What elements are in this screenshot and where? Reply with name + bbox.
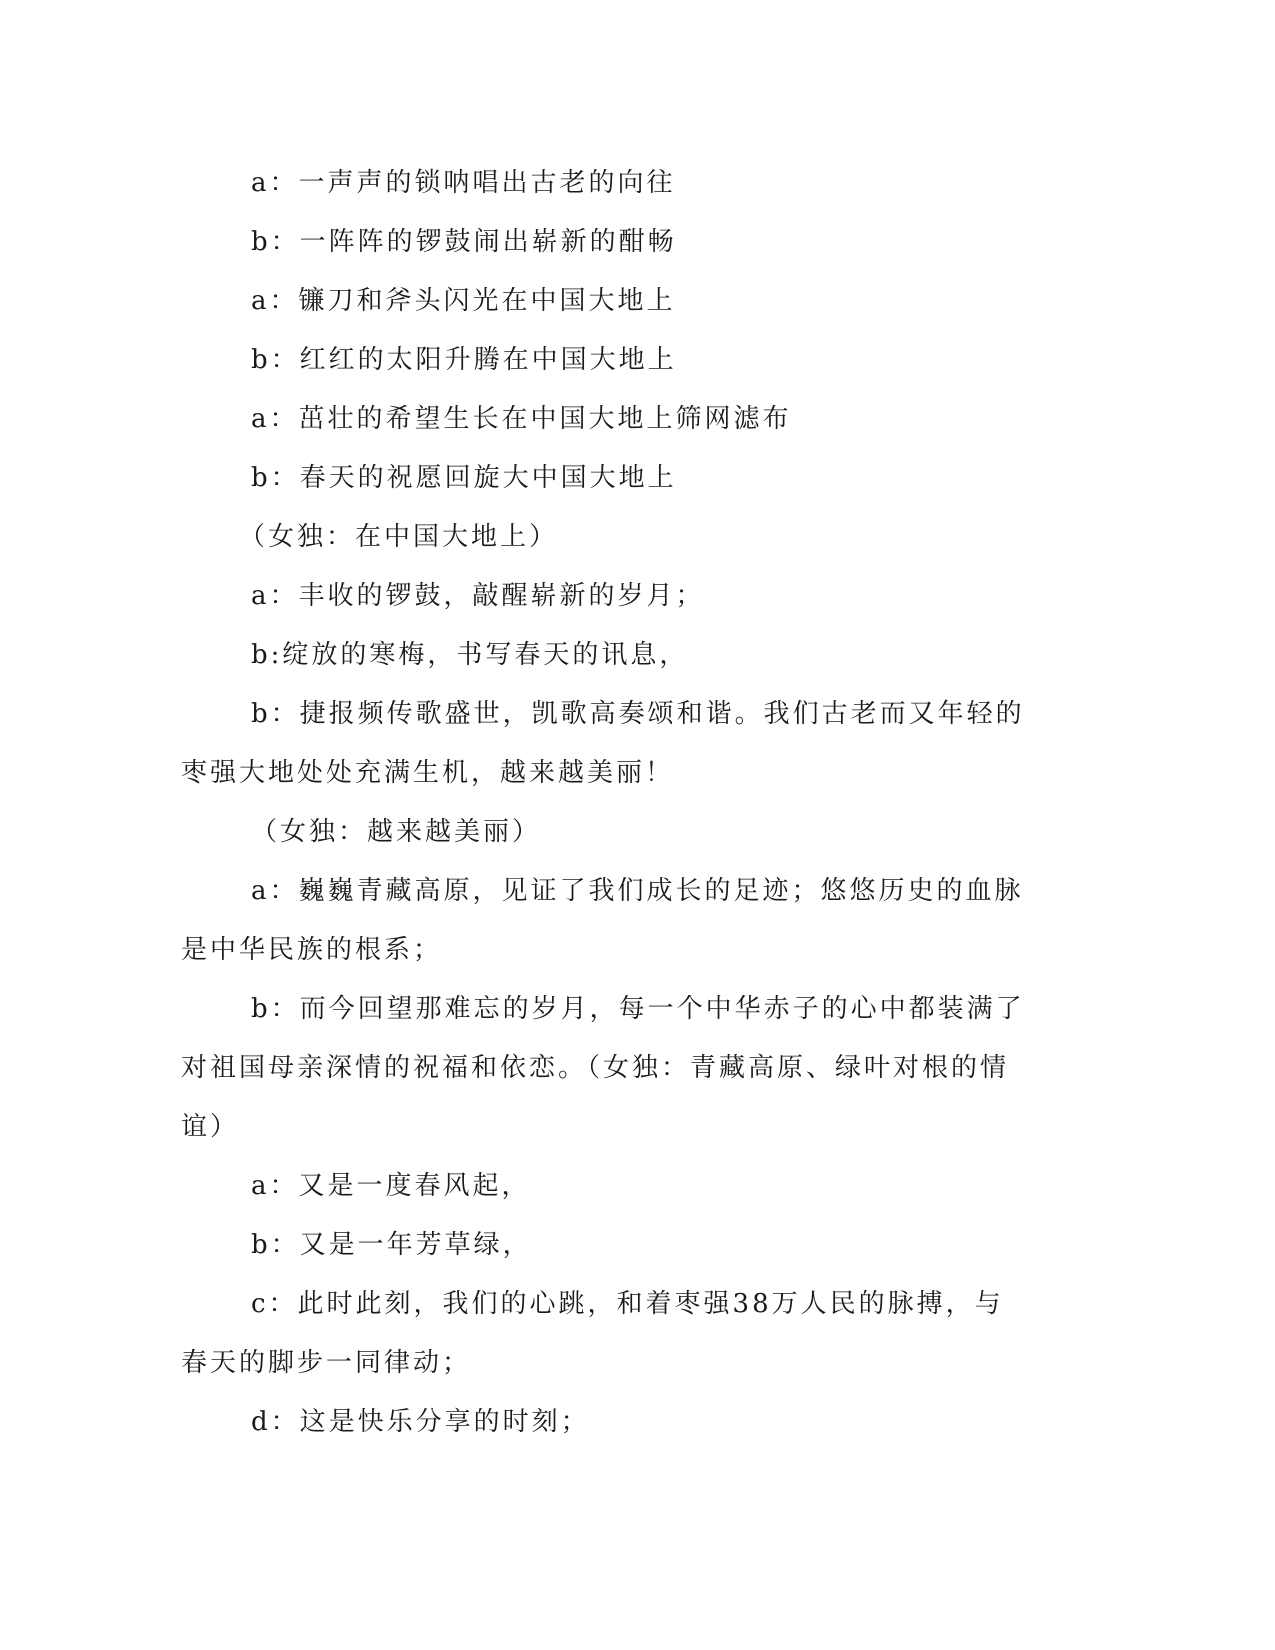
paragraph: b：又是一年芳草绿，	[251, 1230, 532, 1260]
paragraph: b：捷报频传歌盛世，凯歌高奏颂和谐。我们古老而又年轻的枣强大地处处充满生机，越来越美丽！	[181, 699, 1025, 788]
paragraph: b：春天的祝愿回旋大中国大地上	[251, 463, 677, 493]
paragraph: b：一阵阵的锣鼓闹出崭新的酣畅	[251, 227, 677, 257]
paragraph: b：而今回望那难忘的岁月，每一个中华赤子的心中都装满了对祖国母亲深情的祝福和依恋。（女独：青藏高原、绿叶对根的情谊）	[181, 994, 1025, 1142]
paragraph: a：丰收的锣鼓，敲醒崭新的岁月；	[251, 581, 705, 611]
paragraph: d：这是快乐分享的时刻；	[251, 1407, 590, 1437]
document-body	[181, 154, 1031, 1452]
paragraph: a：茁壮的希望生长在中国大地上筛网滤布	[251, 404, 792, 434]
paragraph: a：又是一度春风起，	[251, 1171, 531, 1201]
paragraph: b：红红的太阳升腾在中国大地上	[251, 345, 677, 375]
paragraph: a：巍巍青藏高原，见证了我们成长的足迹；悠悠历史的血脉是中华民族的根系；	[181, 876, 1024, 965]
paragraph: b:绽放的寒梅，书写春天的讯息，	[251, 640, 689, 670]
paragraph: a：镰刀和斧头闪光在中国大地上	[251, 286, 676, 316]
paragraph: （女独：在中国大地上）	[239, 522, 559, 552]
paragraph: （女独：越来越美丽）	[251, 817, 542, 847]
paragraph: a：一声声的锁呐唱出古老的向往	[251, 168, 676, 198]
paragraph: c：此时此刻，我们的心跳，和着枣强38万人民的脉搏，与春天的脚步一同律动；	[181, 1289, 1004, 1378]
